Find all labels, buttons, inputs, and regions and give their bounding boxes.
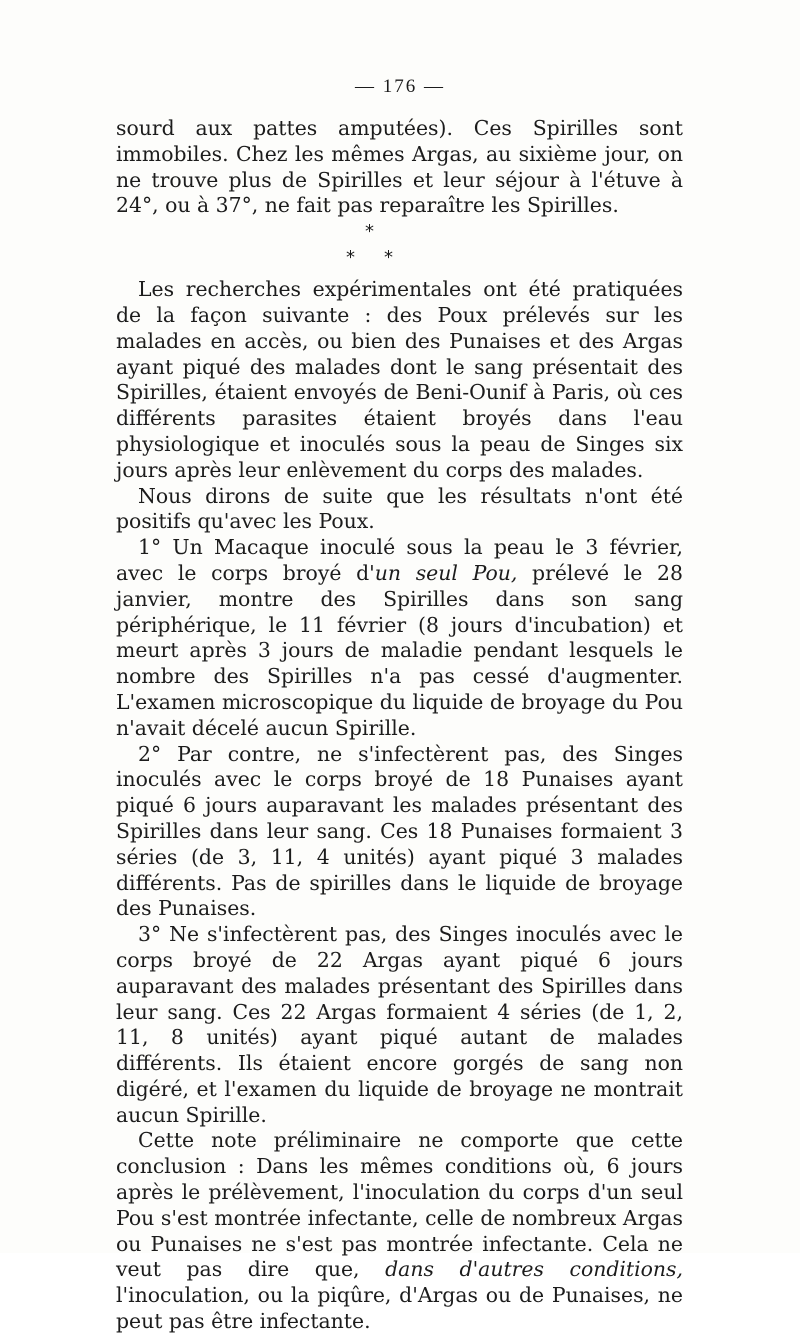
paragraph-result-2: 2° Par contre, ne s'infectèrent pas, des Singes inoculés avec le corps broyé de 18 Punaises ayant piqué 6 jours auparavant les malades présentant des Spirilles dans leur sang. Ces 18 Punaises formaient 3 séries (de 3, 11, 4 unités) ayant piqué 3 malades différents. Pas de spirilles dans le liquide de broyage des Punaises.: [116, 741, 683, 921]
paragraph-continuation: sourd aux pattes amputées). Ces Spirilles sont immobiles. Chez les mêmes Argas, au sixième jour, on ne trouve plus de Spirilles et leur séjour à l'étuve à 24°, ou à 37°, ne fait pas reparaître les Spirilles.: [116, 116, 683, 218]
asterism: [116, 221, 683, 277]
paragraph-result-1: [116, 535, 683, 741]
result-1-text-a: 1° Un Macaque inoculé sous la peau le 3 février, avec le corps broyé d': [116, 535, 683, 585]
paragraph-conclusion: [116, 1128, 683, 1334]
paragraph-methods: Les recherches expérimentales ont été pratiquées de la façon suivante : des Poux prélevés sur les malades en accès, ou bien des Punaises et des Argas ayant piqué des malades dont le sang présentait des Spirilles, étaient envoyés de Beni-Ounif à Paris, où ces différents parasites étaient broyés dans l'eau physiologique et inoculés sous la peau de Singes six jours après leur enlèvement du corps des malades.: [116, 277, 683, 482]
result-1-italic: un seul Pou,: [374, 560, 518, 585]
asterism-icon: *: [365, 221, 374, 243]
asterism-icon: *: [384, 247, 393, 269]
body-text: [116, 116, 683, 1335]
paragraph-results-summary: Nous dirons de suite que les résultats n'ont été positifs qu'avec les Poux.: [116, 483, 683, 534]
conclusion-text-b: l'inoculation, ou la piqûre, d'Argas ou de Punaises, ne peut pas être infectante.: [116, 1283, 683, 1334]
page-number: — 176 —: [355, 76, 445, 97]
paragraph-result-3: 3° Ne s'infectèrent pas, des Singes inoculés avec le corps broyé de 22 Argas ayant piqué 6 jours auparavant des malades présentant des Spirilles dans leur sang. Ces 22 Argas formaient 4 séries (de 1, 2, 11, 8 unités) ayant piqué autant de malades différents. Ils étaient encore gorgés de sang non digéré, et l'examen du liquide de broyage ne montrait aucun Spirille.: [116, 922, 683, 1127]
result-1-text-b: prélevé le 28 janvier, montre des Spirilles dans son sang périphérique, le 11 février (8 jours d'incubation) et meurt après 3 jours de maladie pendant lesquels le nombre des Spirilles n'a pas cessé d'augmenter. L'examen microscopique du liquide de broyage du Pou n'avait décelé aucun Spirille.: [116, 560, 683, 740]
asterism-icon: *: [346, 247, 355, 269]
conclusion-text-a: Cette note préliminaire ne comporte que cette conclusion : Dans les mêmes conditions où, 6 jours après le prélèvement, l'inoculation du corps d'un seul Pou s'est montrée infectante, celle de nombreux Argas ou Punaises ne s'est pas montrée infectante. Cela ne veut pas dire que,: [116, 1128, 683, 1282]
conclusion-italic: dans d'autres conditions,: [385, 1257, 684, 1282]
